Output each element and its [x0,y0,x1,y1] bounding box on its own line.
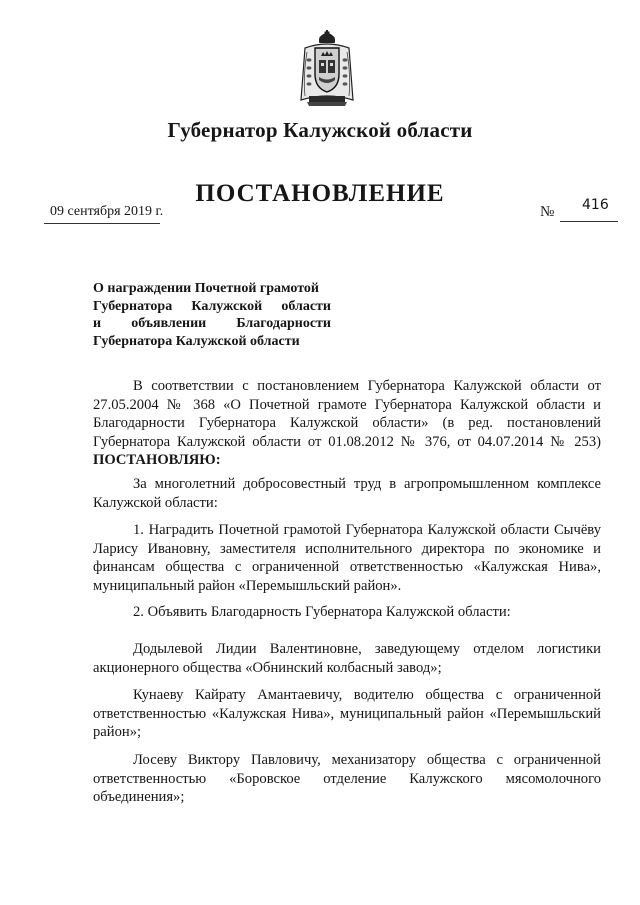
document-subject [93,280,331,350]
subject-line: О награждении Почетной грамотой [93,281,319,296]
awardee-paragraph [93,751,601,807]
item-2-text: 2. Объявить Благодарность Губернатора Калужской области: [133,604,511,620]
awardee-text: Лосеву Виктору Павловичу, механизатору общества с ограниченной ответственностью «Боровское отделение Калужского мясомолочного объединения»; [93,752,601,806]
preamble-text: В соответствии с постановлением Губернатора Калужской области от 27.05.2004 № 368 «О Почетной грамоте Губернатора Калужской области и Благодарности Губернатора Калужской области» (в ред. постановлений Губернатора Калужской области от 01.08.2012 № 376, от 04.07.2014 № 253) [93,378,601,450]
date-underline [44,223,160,224]
document-number: 416 [582,197,609,213]
awardee-text: Додылевой Лидии Валентиновне, заведующему отделом логистики акционерного общества «Обнинский колбасный завод»; [93,641,601,676]
reason-text: За многолетний добросовестный труд в агропромышленном комплексе Калужской области: [93,476,601,511]
preamble-paragraph [93,377,601,470]
subject-line: и объявлении Благодарности [93,316,331,332]
awardee-text: Кунаеву Кайрату Амантаевичу, водителю общества с ограниченной ответственностью «Калужская Нива», муниципальный район «Перемышльский район»; [93,687,601,741]
subject-line: Губернатора Калужской области [93,298,331,314]
awardee-paragraph [93,640,601,677]
subject-line: Губернатора Калужской области [93,333,300,349]
item-1-paragraph [93,521,601,595]
coat-of-arms-emblem [297,30,357,106]
issuing-authority: Губернатор Калужской области [167,118,473,142]
item-2-paragraph [93,603,601,622]
decree-word: ПОСТАНОВЛЯЮ: [93,452,221,469]
awardee-paragraph [93,686,601,742]
reason-paragraph [93,475,601,512]
item-1-text: 1. Наградить Почетной грамотой Губернатора Калужской области Сычёву Ларису Ивановну, заместителя исполнительного директора по экономике и финансам общества с ограниченной ответственностью «Калужская Нива», муниципальный район «Перемышльский район». [93,522,601,594]
number-sign: № [540,204,555,220]
document-type-title: ПОСТАНОВЛЕНИЕ [195,180,445,207]
document-date: 09 сентября 2019 г. [50,204,164,219]
number-underline [560,221,618,222]
